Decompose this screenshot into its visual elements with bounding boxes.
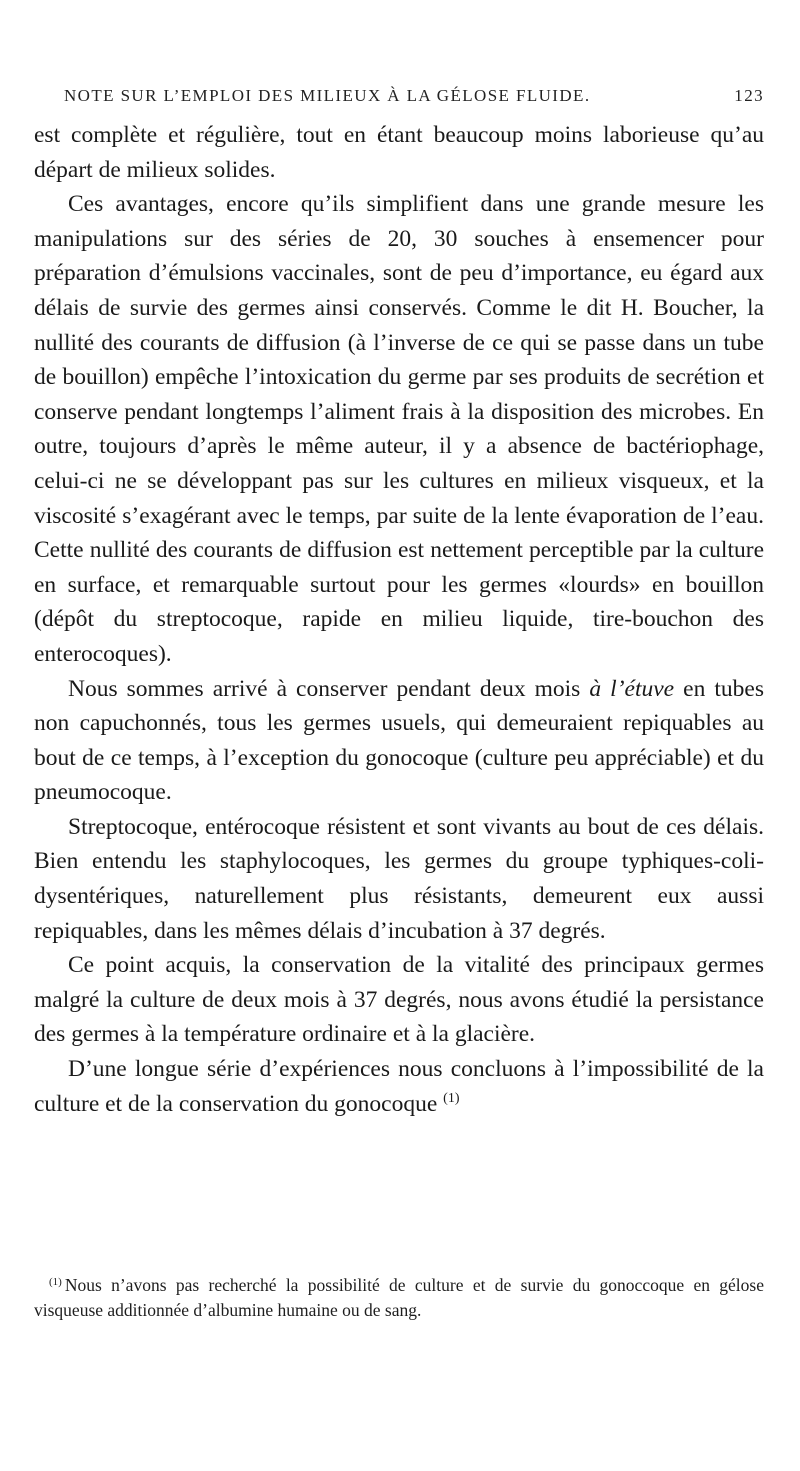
body-text	[34, 118, 764, 1121]
paragraph-6	[34, 1052, 764, 1121]
paragraph-3-italic: à l’étuve	[589, 675, 675, 702]
paragraph-1: est complète et régulière, tout en étant beaucoup moins laborieuse qu’au départ de milieux solides.	[34, 122, 764, 183]
paragraph-3	[34, 672, 764, 810]
paragraph-3-end: en tubes non capuchonnés, tous les germes usuels, qui demeuraient repiquables au bout de ce temps, à l’exception du gonocoque (culture peu appréciable) et du pneumocoque.	[34, 675, 764, 806]
footnote-mark: (1)	[49, 1276, 62, 1288]
paragraph-4: Streptocoque, entérocoque résistent et sont vivants au bout de ces délais. Bien entendu les staphylocoques, les germes du groupe typhiques-coli-dysentériques, naturellement plus résistants, demeurent eux aussi repiquables, dans les mêmes délais d’incubation à 37 degrés.	[34, 813, 764, 944]
paragraph-2: Ces avantages, encore qu’ils simplifient dans une grande mesure les manipulations sur des séries de 20, 30 souches à ensemencer pour préparation d’émulsions vaccinales, sont de peu d’importance, eu égard aux délais de survie des germes ainsi conservés. Comme le dit H. Boucher, la nullité des courants de diffusion (à l’inverse de ce qui se passe dans un tube de bouillon) empêche l’intoxication du germe par ses produits de secrétion et conserve pendant longtemps l’aliment frais à la disposition des microbes. En outre, toujours d’après le même auteur, il y a absence de bactériophage, celui-ci ne se développant pas sur les cultures en milieux visqueux, et la viscosité s’exagérant avec le temps, par suite de la lente évaporation de l’eau. Cette nullité des courants de diffusion est nettement perceptible par la culture en surface, et remarquable surtout pour les germes «lourds» en bouillon (dépôt du streptocoque, rapide en milieu liquide, tire-bouchon des enterocoques).	[34, 191, 764, 667]
paragraph-5: Ce point acquis, la conservation de la vitalité des principaux germes malgré la culture de deux mois à 37 degrés, nous avons étudié la persistance des germes à la température ordinaire et à la glacière.	[34, 952, 764, 1048]
running-head-title: NOTE SUR L’EMPLOI DES MILIEUX À LA GÉLOSE FLUIDE.	[64, 86, 591, 105]
footnote-reference: (1)	[443, 1090, 460, 1106]
page-number: 123	[734, 86, 764, 105]
footnote-text: Nous n’avons pas recherché la possibilité de culture et de survie du gonoccoque en gélose visqueuse additionnée d’albumine humaine ou de sang.	[34, 1275, 764, 1320]
footnote	[34, 1273, 764, 1322]
paragraph-6-text: D’une longue série d’expériences nous concluons à l’impossibilité de la culture et de la conservation du gonocoque	[34, 1056, 764, 1117]
paragraph-3-start: Nous sommes arrivé à conserver pendant deux mois	[68, 675, 590, 702]
running-head	[34, 86, 764, 110]
